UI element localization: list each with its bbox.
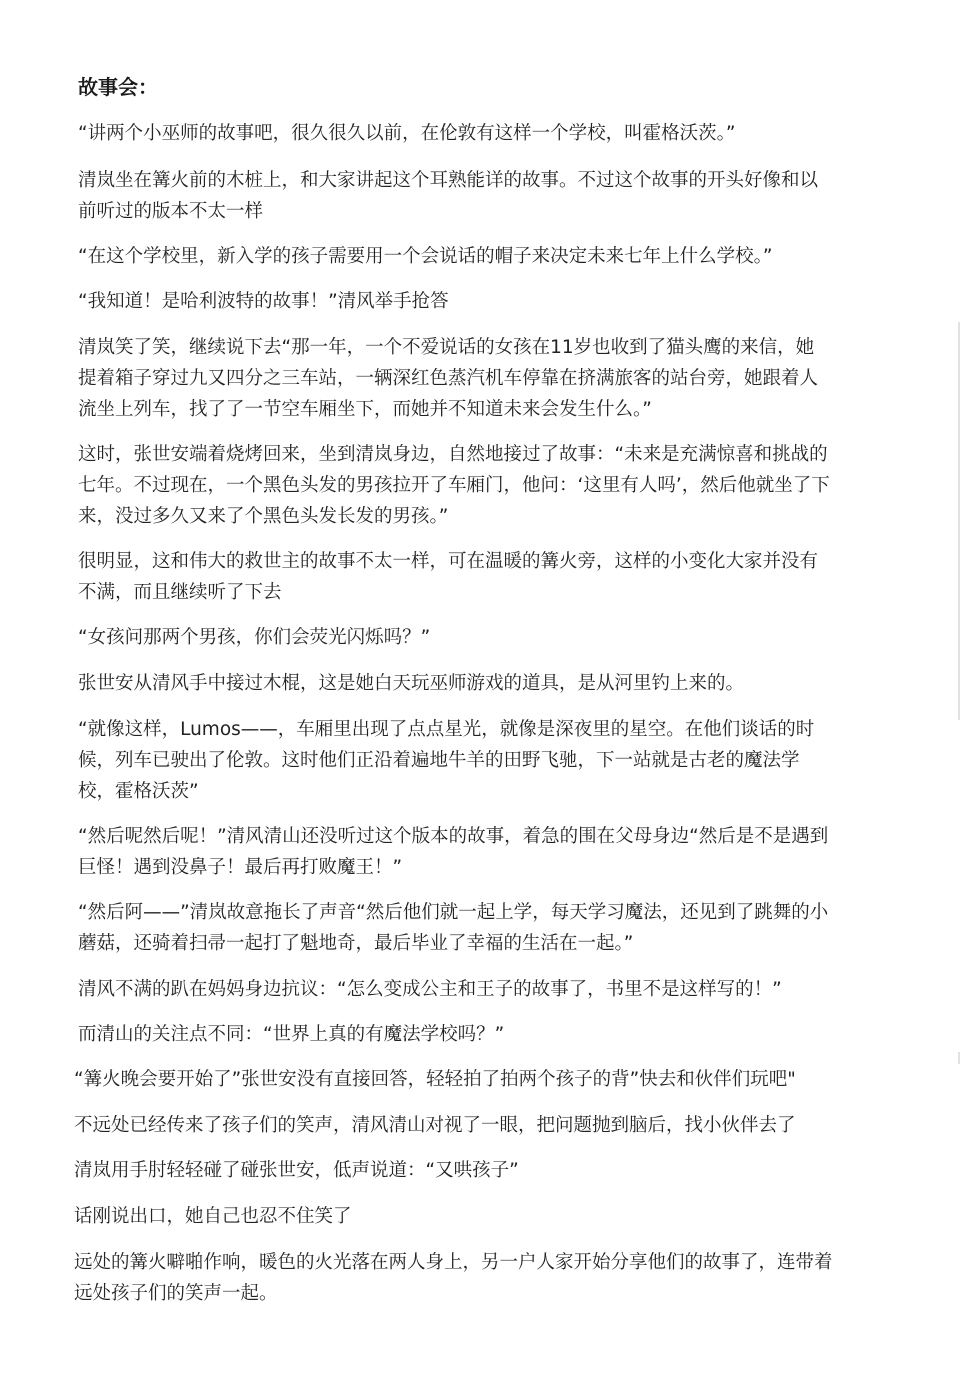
- paragraph: 话刚说出口，她自己也忍不住笑了: [74, 1206, 352, 1227]
- paragraph: “我知道！是哈利波特的故事！”清风举手抢答: [78, 291, 449, 312]
- paragraph: 清岚笑了笑，继续说下去“那一年，一个不爱说话的女孩在11岁也收到了猫头鹰的来信，她提着箱子穿过九又四分之三车站，一辆深红色蒸汽机车停靠在挤满旅客的站台旁，她跟着人流坐上列车，找了了一节空车厢坐下，而她并不知道未来会发生什么。”: [78, 337, 819, 420]
- paragraph: “然后阿——”清岚故意拖长了声音“然后他们就一起上学，每天学习魔法，还见到了跳舞的小蘑菇，还骑着扫帚一起打了魁地奇，最后毕业了幸福的生活在一起。”: [78, 902, 829, 954]
- paragraph: 而清山的关注点不同：“世界上真的有魔法学校吗？”: [78, 1024, 505, 1045]
- paragraph: 张世安从清风手中接过木棍，这是她白天玩巫师游戏的道具，是从河里钓上来的。: [78, 673, 745, 694]
- paragraph: “就像这样，Lumos——，车厢里出现了点点星光，就像是深夜里的星空。在他们谈话的时候，列车已驶出了伦敦。这时他们正沿着遍地牛羊的田野飞驰，下一站就是古老的魔法学校，霍格沃茨”: [78, 719, 815, 802]
- paragraph: 不远处已经传来了孩子们的笑声，清风清山对视了一眼，把问题抛到脑后，找小伙伴去了: [74, 1115, 796, 1136]
- paragraph: 清风不满的趴在妈妈身边抗议：“怎么变成公主和王子的故事了，书里不是这样写的！”: [78, 979, 782, 1000]
- paragraph: 很明显，这和伟大的救世主的故事不太一样，可在温暖的篝火旁，这样的小变化大家并没有不满，而且继续听了下去: [78, 551, 819, 603]
- paragraph: “然后呢然后呢！”清风清山还没听过这个版本的故事，着急的围在父母身边“然后是不是遇到巨怪！遇到没鼻子！最后再打败魔王！”: [78, 826, 829, 878]
- paragraph: “在这个学校里，新入学的孩子需要用一个会说话的帽子来决定未来七年上什么学校。”: [78, 246, 773, 267]
- paragraph: “讲两个小巫师的故事吧，很久很久以前，在伦敦有这样一个学校，叫霍格沃茨。”: [78, 123, 736, 144]
- document-title: 故事会：: [78, 75, 158, 99]
- paragraph: “篝火晚会要开始了”张世安没有直接回答，轻轻拍了拍两个孩子的背”快去和伙伴们玩吧": [74, 1069, 796, 1090]
- paragraph: 这时，张世安端着烧烤回来，坐到清岚身边，自然地接过了故事：“未来是充满惊喜和挑战的七年。不过现在，一个黑色头发的男孩拉开了车厢门，他问：‘这里有人吗’，然后他就坐了下来，没过多久又来了个黑色头发长发的男孩。”: [78, 444, 830, 527]
- paragraph: 清岚用手肘轻轻碰了碰张世安，低声说道：“又哄孩子”: [74, 1160, 519, 1181]
- paragraph: “女孩问那两个男孩，你们会荧光闪烁吗？”: [78, 627, 431, 648]
- paragraph: 远处的篝火噼啪作响，暖色的火光落在两人身上，另一户人家开始分享他们的故事了，连带着远处孩子们的笑声一起。: [74, 1252, 833, 1304]
- paragraph: 清岚坐在篝火前的木桩上，和大家讲起这个耳熟能详的故事。不过这个故事的开头好像和以前听过的版本不太一样: [78, 170, 819, 222]
